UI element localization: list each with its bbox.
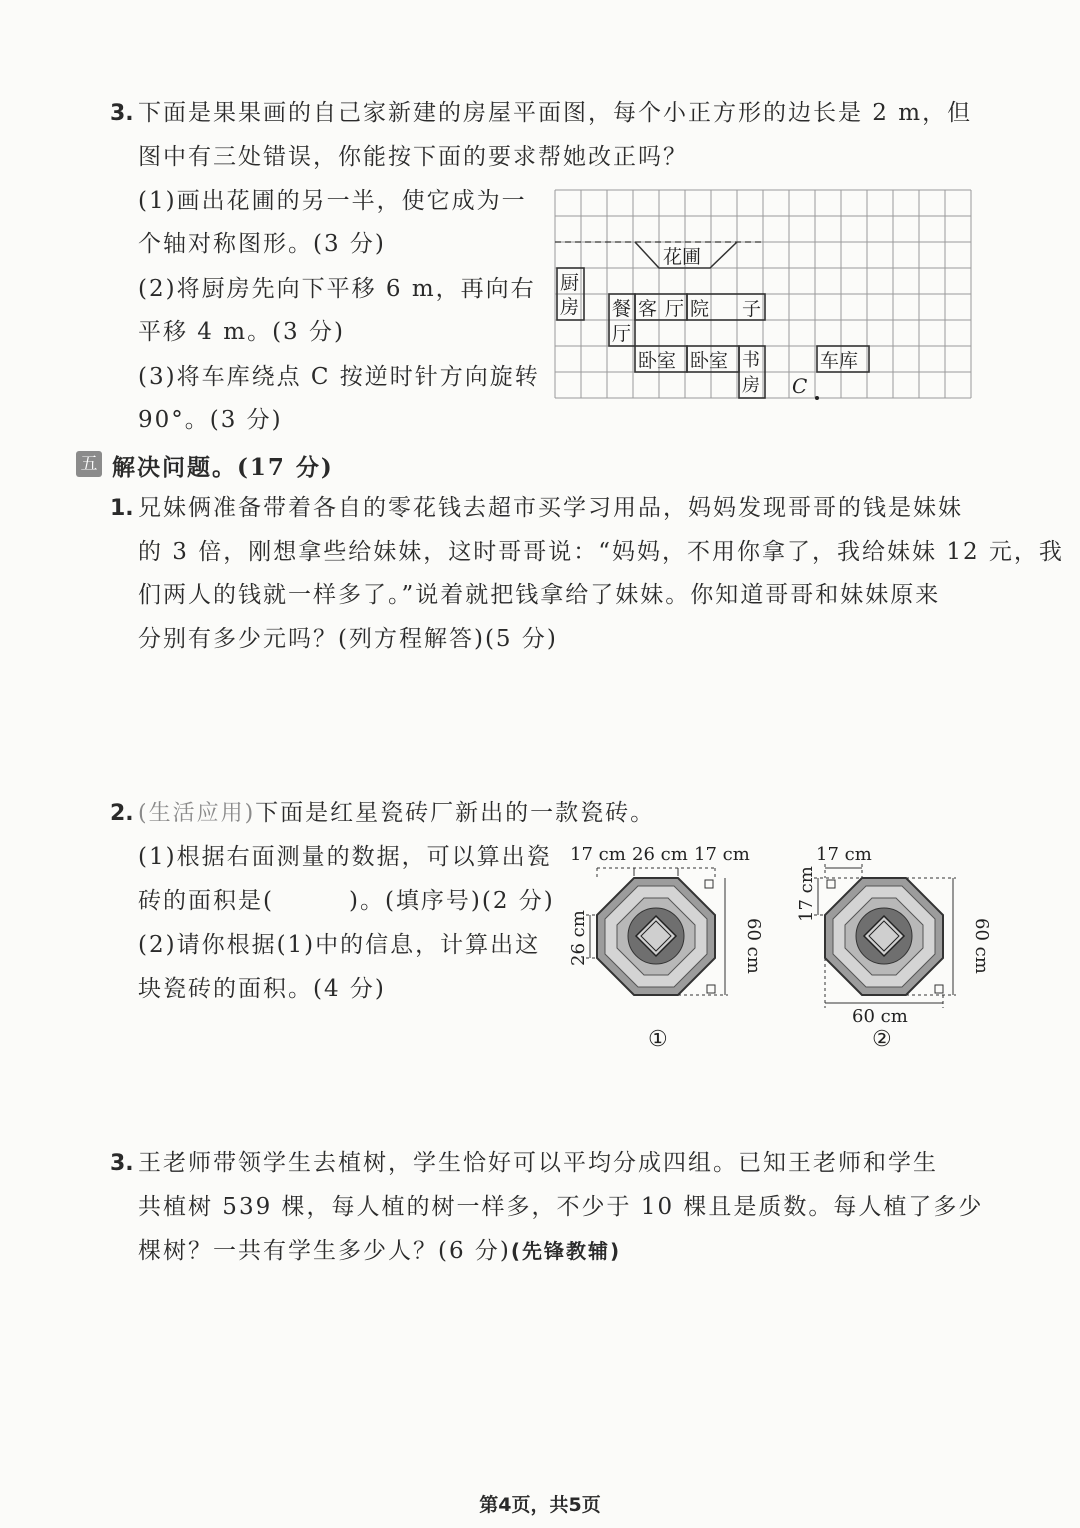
- problem-3-line-1: 王老师带领学生去植树，学生恰好可以平均分成四组。已知王老师和学生: [138, 1150, 938, 1176]
- problem-1-line-1: 兄妹俩准备带着各自的零花钱去超市买学习用品，妈妈发现哥哥的钱是妹妹: [138, 495, 963, 521]
- tile1-caption: ①: [648, 1027, 668, 1052]
- problem-2-sub1-a: (1)根据右面测量的数据，可以算出瓷: [138, 844, 552, 870]
- tile-diagram-2: [788, 840, 992, 1055]
- label-kitchen-2: 房: [560, 296, 580, 318]
- problem-3-source: (先锋教辅): [510, 1239, 622, 1263]
- label-courtyard-2: 子: [742, 298, 762, 320]
- label-kitchen-1: 厨: [560, 272, 580, 294]
- page-footer: 第4页，共5页: [479, 1494, 601, 1516]
- tile2-caption: ②: [872, 1027, 892, 1052]
- label-bedroom-2: 卧室: [690, 350, 729, 372]
- problem-2-text: 下面是红星瓷砖厂新出的一款瓷砖。: [255, 800, 656, 826]
- label-courtyard-1: 院: [690, 298, 710, 320]
- question-3-sub3-b: 90°。(3 分): [138, 407, 283, 433]
- label-study-1: 书: [742, 350, 760, 371]
- question-3-sub1-b: 个轴对称图形。(3 分): [138, 231, 386, 257]
- problem-1-line-3: 们两人的钱就一样多了。”说着就把钱拿给了妹妹。你知道哥哥和妹妹原来: [138, 582, 941, 608]
- problem-2-sub2-b: 块瓷砖的面积。(4 分): [138, 976, 386, 1002]
- problem-2-sub2-a: (2)请你根据(1)中的信息，计算出这: [138, 932, 541, 958]
- tile-diagram-1: [560, 840, 764, 1055]
- tile1-top-label-1: 17 cm: [570, 844, 626, 865]
- problem-2-sub1-b: 砖的面积是( )。(填序号)(2 分): [138, 888, 555, 914]
- problem-3-line-2: 共植树 539 棵，每人植的树一样多，不少于 10 棵且是质数。每人植了多少: [138, 1194, 984, 1220]
- tile2-top-label: 17 cm: [816, 844, 872, 865]
- label-bedroom-1: 卧室: [638, 350, 677, 372]
- label-garden: 花圃: [663, 246, 702, 268]
- label-study-2: 房: [742, 375, 760, 396]
- question-3-sub1-a: (1)画出花圃的另一半，使它成为一: [138, 188, 527, 214]
- section-5-badge: 五: [76, 451, 102, 477]
- point-c-dot: [815, 396, 819, 400]
- label-point-c: C: [792, 374, 808, 398]
- label-living-1: 客: [638, 298, 658, 320]
- question-3-sub3-a: (3)将车库绕点 C 按逆时针方向旋转: [138, 364, 540, 390]
- problem-1-number: 1.: [110, 496, 134, 521]
- problem-2-number: 2.: [110, 801, 134, 826]
- problem-1-line-2: 的 3 倍，刚想拿些给妹妹，这时哥哥说：“妈妈，不用你拿了，我给妹妹 12 元，我: [138, 539, 1064, 565]
- problem-2-line-1: [138, 798, 655, 829]
- label-garage: 车库: [820, 350, 859, 372]
- label-living-2: 厅: [665, 298, 685, 320]
- problem-1-line-4: 分别有多少元吗？(列方程解答)(5 分): [138, 626, 558, 652]
- tile1-left-label: 26 cm: [568, 910, 589, 966]
- tile2-left-label: 17 cm: [796, 866, 817, 922]
- question-3-sub2-a: (2)将厨房先向下平移 6 m，再向右: [138, 276, 536, 302]
- tile1-top-label-3: 17 cm: [694, 844, 750, 865]
- question-3-line-1: 下面是果果画的自己家新建的房屋平面图，每个小正方形的边长是 2 m，但: [138, 100, 973, 126]
- tile1-right-label: 60 cm: [743, 918, 764, 974]
- problem-2-tag: (生活应用): [138, 801, 256, 826]
- tile2-bottom-label: 60 cm: [852, 1006, 908, 1027]
- floor-plan-grid: [555, 190, 975, 402]
- question-3-number: 3.: [110, 101, 134, 126]
- section-5-title: 解决问题。(17 分): [112, 454, 334, 481]
- question-3-sub2-b: 平移 4 m。(3 分): [138, 319, 345, 345]
- tile2-right-label: 60 cm: [971, 918, 992, 974]
- label-dining-2: 厅: [612, 323, 632, 345]
- problem-3-line-3: [138, 1236, 621, 1266]
- problem-3-number: 3.: [110, 1151, 134, 1176]
- tile1-top-label-2: 26 cm: [632, 844, 688, 865]
- question-3-line-2: 图中有三处错误，你能按下面的要求帮她改正吗？: [138, 144, 688, 170]
- label-dining-1: 餐: [612, 298, 632, 320]
- problem-3-text: 棵树？一共有学生多少人？(6 分): [138, 1238, 511, 1264]
